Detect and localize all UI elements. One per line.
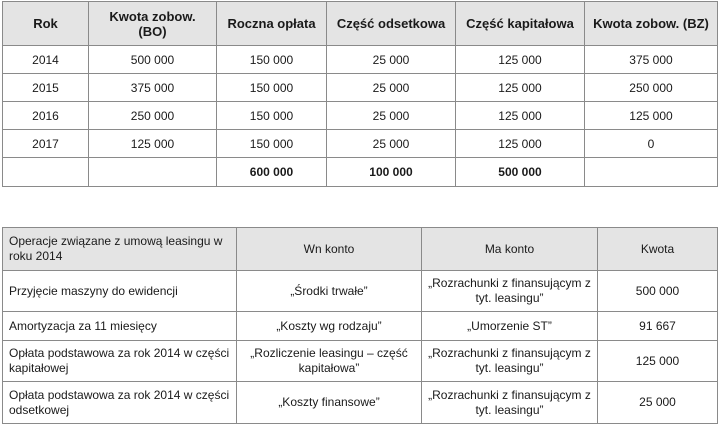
header-operacje: Operacje związane z umową leasingu w roku 2014 xyxy=(3,228,237,271)
table-cell: 500 000 xyxy=(89,46,217,74)
header-kwota-bz: Kwota zobow. (BZ) xyxy=(585,2,718,46)
table-cell: Opłata podstawowa za rok 2014 w części odsetkowej xyxy=(3,382,237,424)
table-cell: „Rozliczenie leasingu – część kapitałowa” xyxy=(237,341,422,382)
table-cell: Przyjęcie maszyny do ewidencji xyxy=(3,271,237,312)
table-row xyxy=(3,271,718,312)
table-row xyxy=(3,312,718,341)
total-czesc-odsetkowa: 100 000 xyxy=(327,158,456,187)
table-cell: 375 000 xyxy=(585,46,718,74)
table-cell: 25 000 xyxy=(327,74,456,102)
table-cell: 25 000 xyxy=(327,130,456,158)
table-cell: „Rozrachunki z finansującym z tyt. leasingu” xyxy=(422,341,598,382)
header-kwota-bo: Kwota zobow. (BO) xyxy=(89,2,217,46)
table-cell: 375 000 xyxy=(89,74,217,102)
table-cell: 125 000 xyxy=(456,74,585,102)
table-cell: Opłata podstawowa za rok 2014 w części kapitałowej xyxy=(3,341,237,382)
header-roczna-oplata: Roczna opłata xyxy=(217,2,327,46)
table-cell xyxy=(585,158,718,187)
table-cell: 150 000 xyxy=(217,102,327,130)
table-cell: 25 000 xyxy=(598,382,718,424)
table-cell: 250 000 xyxy=(89,102,217,130)
table-cell: „Rozrachunki z finansującym z tyt. leasingu” xyxy=(422,382,598,424)
table-cell: 2016 xyxy=(3,102,89,130)
table-cell: 25 000 xyxy=(327,102,456,130)
table-row xyxy=(3,74,718,102)
table-cell: Amortyzacja za 11 miesięcy xyxy=(3,312,237,341)
total-roczna-oplata: 600 000 xyxy=(217,158,327,187)
table-cell: 125 000 xyxy=(89,130,217,158)
table-cell: „Koszty finansowe” xyxy=(237,382,422,424)
table-row xyxy=(3,130,718,158)
header-kwota: Kwota xyxy=(598,228,718,271)
table-row xyxy=(3,341,718,382)
table-cell: 125 000 xyxy=(598,341,718,382)
totals-row xyxy=(3,158,718,187)
header-ma-konto: Ma konto xyxy=(422,228,598,271)
table-cell: 2015 xyxy=(3,74,89,102)
table-cell: 125 000 xyxy=(456,46,585,74)
table-cell xyxy=(3,158,89,187)
table-cell: 125 000 xyxy=(456,102,585,130)
header-rok: Rok xyxy=(3,2,89,46)
table-cell: „Umorzenie ST” xyxy=(422,312,598,341)
table-cell: 2017 xyxy=(3,130,89,158)
table-cell: „Środki trwałe” xyxy=(237,271,422,312)
table-cell: 25 000 xyxy=(327,46,456,74)
header-czesc-odsetkowa: Część odsetkowa xyxy=(327,2,456,46)
table-cell: 150 000 xyxy=(217,74,327,102)
table-cell: 150 000 xyxy=(217,46,327,74)
table-row xyxy=(3,46,718,74)
table-cell: 125 000 xyxy=(585,102,718,130)
table-cell: 2014 xyxy=(3,46,89,74)
table-cell: „Rozrachunki z finansującym z tyt. leasingu” xyxy=(422,271,598,312)
leasing-operations-table xyxy=(2,227,718,424)
leasing-summary-table xyxy=(2,1,718,187)
table-header-row xyxy=(3,2,718,46)
table-cell: 125 000 xyxy=(456,130,585,158)
table-row xyxy=(3,102,718,130)
table-cell: „Koszty wg rodzaju” xyxy=(237,312,422,341)
table-cell xyxy=(89,158,217,187)
table-cell: 500 000 xyxy=(598,271,718,312)
header-wn-konto: Wn konto xyxy=(237,228,422,271)
table-header-row xyxy=(3,228,718,271)
table-cell: 91 667 xyxy=(598,312,718,341)
table-cell: 0 xyxy=(585,130,718,158)
total-czesc-kapitalowa: 500 000 xyxy=(456,158,585,187)
table-cell: 150 000 xyxy=(217,130,327,158)
table-cell: 250 000 xyxy=(585,74,718,102)
table-row xyxy=(3,382,718,424)
header-czesc-kapitalowa: Część kapitałowa xyxy=(456,2,585,46)
